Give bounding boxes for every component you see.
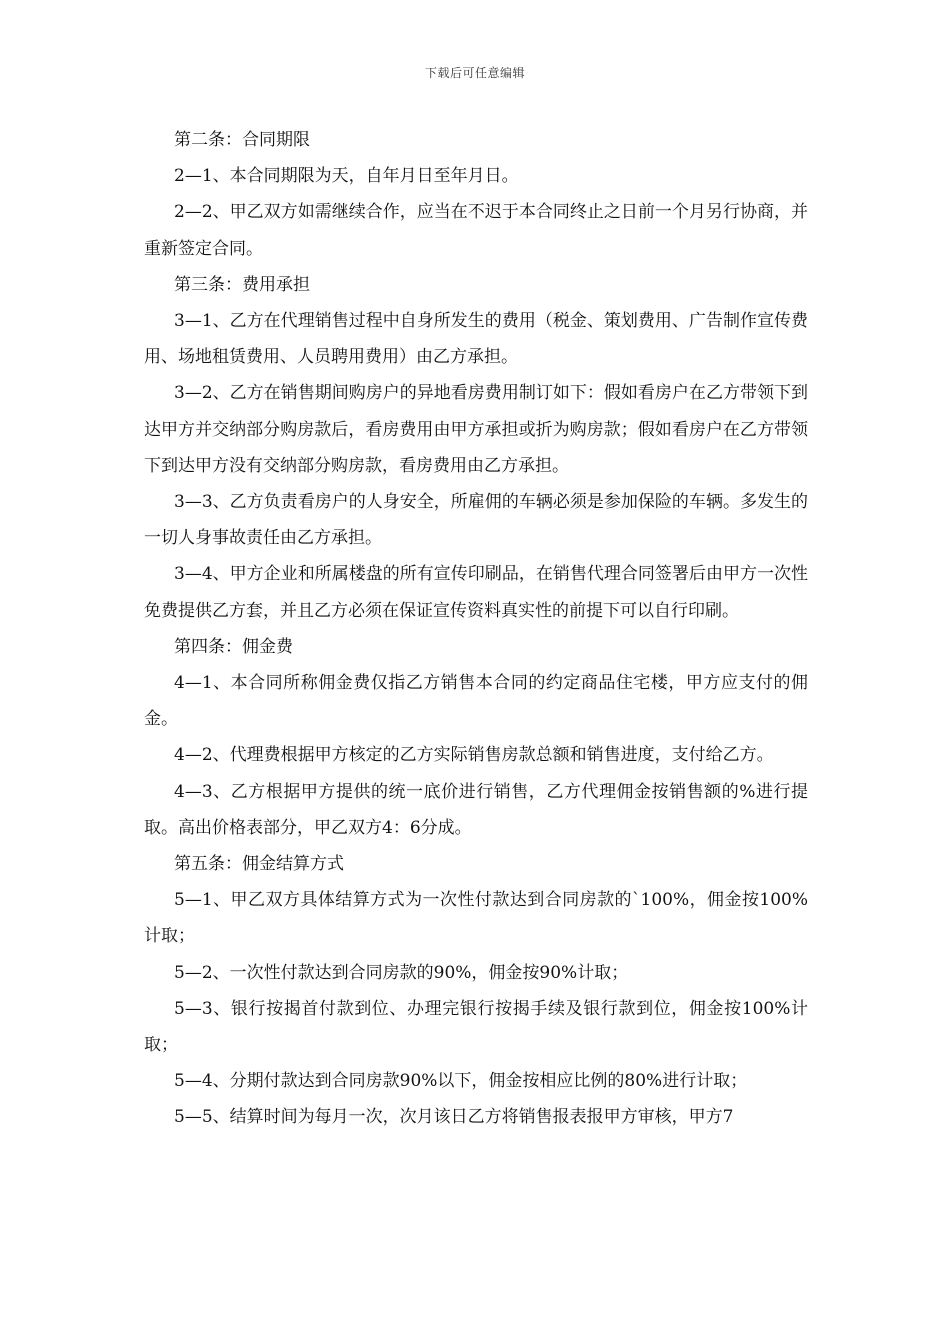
clause-paragraph: 2—1、本合同期限为天，自年月日至年月日。: [174, 166, 519, 187]
document-body: [144, 122, 808, 1136]
clause-paragraph: 4—3、乙方根据甲方提供的统一底价进行销售，乙方代理佣金按销售额的%进行提取。高出价格表部分，甲乙双方4：6分成。: [144, 781, 808, 838]
clause-paragraph: 4—1、本合同所称佣金费仅指乙方销售本合同的约定商品住宅楼，甲方应支付的佣金。: [144, 673, 808, 730]
page-header: 下载后可任意编辑: [424, 66, 525, 80]
article-heading: 第二条：合同期限: [174, 130, 310, 150]
clause-paragraph: 5—4、分期付款达到合同房款90%以下，佣金按相应比例的80%进行计取；: [174, 1071, 748, 1092]
clause-paragraph: 5—1、甲乙双方具体结算方式为一次性付款达到合同房款的`100%，佣金按100%计取；: [144, 890, 808, 947]
clause-paragraph: 3—1、乙方在代理销售过程中自身所发生的费用（税金、策划费用、广告制作宣传费用、场地租赁费用、人员聘用费用）由乙方承担。: [144, 311, 808, 368]
article-heading: 第四条：佣金费: [174, 636, 293, 657]
clause-paragraph: 3—2、乙方在销售期间购房户的异地看房费用制订如下：假如看房户在乙方带领下到达甲方并交纳部分购房款后，看房费用由甲方承担或折为购房款；假如看房户在乙方带领下到达甲方没有交纳部分购房款，看房费用由乙方承担。: [144, 383, 808, 476]
article-heading: 第三条：费用承担: [174, 274, 310, 295]
clause-paragraph: 5—3、银行按揭首付款到位、办理完银行按揭手续及银行款到位，佣金按100%计取；: [144, 998, 808, 1056]
article-heading: 第五条：佣金结算方式: [174, 854, 344, 875]
clause-paragraph: 3—3、乙方负责看房户的人身安全，所雇佣的车辆必须是参加保险的车辆。多发生的一切人身事故责任由乙方承担。: [144, 492, 808, 549]
clause-paragraph: 2—2、甲乙双方如需继续合作，应当在不迟于本合同终止之日前一个月另行协商，并重新签定合同。: [144, 202, 808, 259]
clause-paragraph: 3—4、甲方企业和所属楼盘的所有宣传印刷品，在销售代理合同签署后由甲方一次性免费提供乙方套，并且乙方必须在保证宣传资料真实性的前提下可以自行印刷。: [144, 564, 808, 621]
clause-paragraph: 5—2、一次性付款达到合同房款的90%，佣金按90%计取；: [174, 962, 629, 983]
clause-paragraph: 5—5、结算时间为每月一次，次月该日乙方将销售报表报甲方审核，甲方7: [174, 1107, 734, 1128]
clause-paragraph: 4—2、代理费根据甲方核定的乙方实际销售房款总额和销售进度，支付给乙方。: [174, 745, 774, 766]
